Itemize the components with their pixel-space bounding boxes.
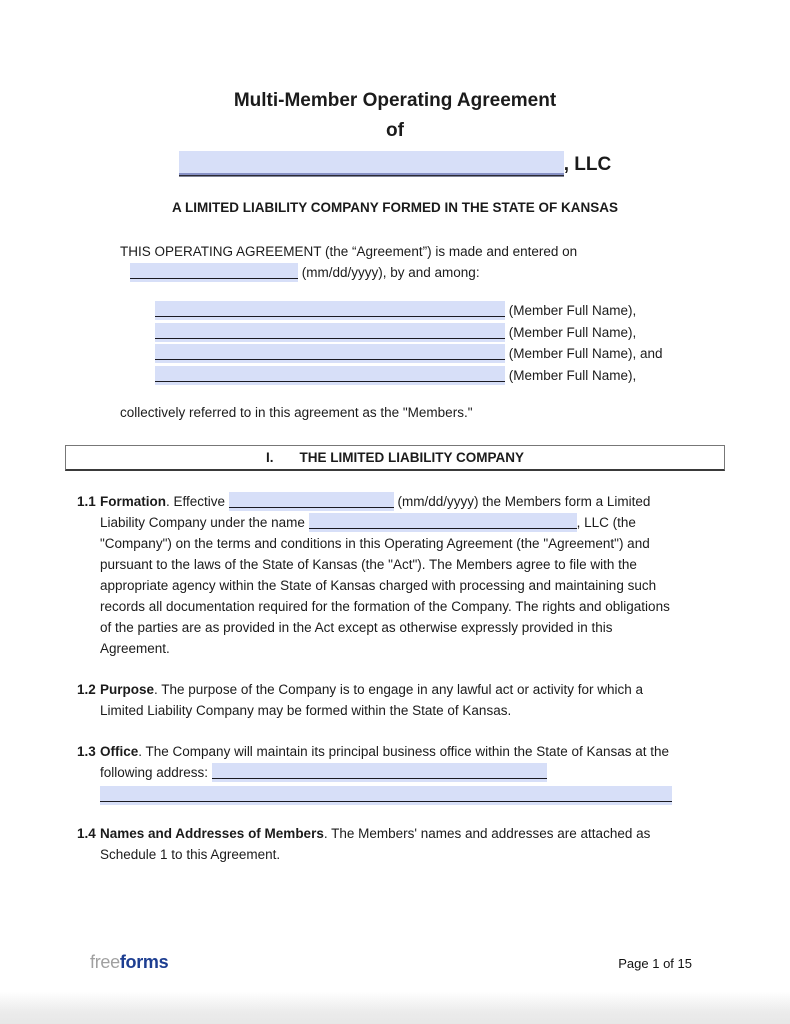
section-text: , LLC (the "Company") on the terms and conditions in this Operating Agreement (the "Agreement") and pursuant to the laws of the State of Kansas (the "Act"). The Members agree to file with the appropriate agency within the State of Kansas charged with processing and maintaining such records all documentation required for the formation of the Company. The rights and obligations of the parties are as provided in the Act except as otherwise expressly provided in this Agreement. — [100, 515, 670, 656]
section-1-2 — [77, 679, 790, 721]
section-label: Names and Addresses of Members — [100, 826, 324, 841]
section-body — [100, 491, 672, 659]
member-row-label: (Member Full Name), and — [508, 346, 663, 361]
member-row-label: (Member Full Name), — [508, 324, 637, 340]
document-title: Multi-Member Operating Agreement — [233, 90, 557, 111]
members-collective-note: collectively referred to in this agreement as the "Members." — [120, 405, 473, 420]
section-number: 1.2 — [77, 682, 96, 697]
article-title: THE LIMITED LIABILITY COMPANY — [299, 450, 524, 465]
member-row — [155, 365, 790, 387]
section-text: . The purpose of the Company is to engage in any lawful act or activity for which a Limited Liability Company may be formed within the State of Kansas. — [100, 682, 644, 718]
agreement-date-field[interactable] — [130, 263, 298, 282]
document-title-of: of — [386, 120, 404, 141]
article-1-header — [65, 445, 725, 471]
member-row — [155, 300, 790, 322]
freeforms-logo[interactable] — [90, 952, 168, 973]
member-3-name-field[interactable] — [155, 344, 505, 363]
company-name-line — [0, 150, 790, 180]
section-text: . The Company will maintain its principal business office within the State of Kansas at the following address: — [100, 744, 670, 780]
company-suffix: , LLC — [563, 154, 612, 175]
section-number: 1.3 — [77, 744, 96, 759]
member-row-label: (Member Full Name), — [508, 367, 637, 383]
formation-date-field[interactable] — [229, 492, 394, 511]
intro-paragraph — [120, 241, 675, 283]
section-body — [100, 741, 672, 805]
logo-text-free: free — [90, 952, 120, 972]
section-text: . The Members' names and addresses are attached as Schedule 1 to this Agreement. — [100, 826, 651, 862]
section-number: 1.1 — [77, 494, 96, 509]
page-bottom-edge — [0, 992, 790, 1024]
section-1-4 — [77, 823, 790, 865]
company-name-field[interactable] — [179, 151, 564, 177]
member-list — [155, 300, 790, 386]
section-1-1 — [77, 491, 790, 659]
formation-company-name-field[interactable] — [309, 513, 577, 532]
member-row — [155, 322, 790, 344]
member-1-name-field[interactable] — [155, 301, 505, 320]
article-numeral: I. — [265, 450, 274, 465]
member-row — [155, 343, 790, 365]
section-1-3 — [77, 741, 790, 805]
page-footer — [90, 952, 692, 973]
section-text: . Effective — [166, 494, 229, 509]
section-label: Formation — [100, 494, 166, 509]
section-label: Office — [100, 744, 139, 759]
member-4-name-field[interactable] — [155, 366, 505, 385]
member-2-name-field[interactable] — [155, 323, 505, 342]
section-body — [100, 823, 672, 865]
intro-text-line2: (mm/dd/yyyy), by and among: — [298, 265, 480, 280]
document-subtitle: A LIMITED LIABILITY COMPANY FORMED IN THE STATE OF KANSAS — [171, 200, 618, 215]
office-address-field-line1[interactable] — [212, 763, 547, 782]
member-row-label: (Member Full Name), — [508, 303, 637, 318]
logo-text-forms: forms — [119, 952, 169, 972]
section-label: Purpose — [100, 682, 155, 697]
intro-text-line1: THIS OPERATING AGREEMENT (the “Agreement”) is made and entered on — [120, 244, 578, 259]
section-body — [100, 679, 672, 721]
section-number: 1.4 — [77, 826, 96, 841]
office-address-field-line2[interactable] — [100, 786, 672, 805]
section-text: (mm/dd/yyyy) the Members form a Limited Liability Company under the name — [100, 494, 651, 530]
page-number-label: Page 1 of 15 — [618, 956, 692, 971]
